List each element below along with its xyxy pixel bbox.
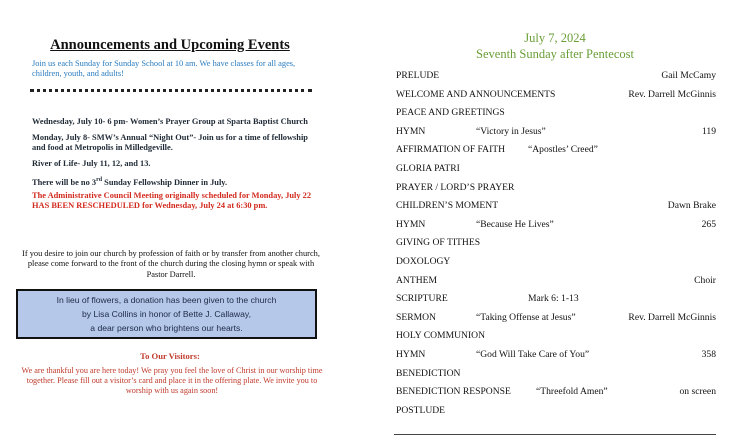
worship-item bbox=[396, 126, 716, 145]
worship-item bbox=[396, 219, 716, 238]
join-church-text: If you desire to join our church by profession of faith or by transfer from another church, please come forward to the front of the church during the closing hymn or speak with Pastor Darrell. bbox=[22, 249, 320, 279]
worship-item bbox=[396, 386, 716, 405]
visitors-message: We are thankful you are here today! We pray you feel the love of Christ in our worship time together. Please fill out a visitor’s card and place it in the offering plate. We invite you to worship with us again soon! bbox=[21, 366, 323, 395]
worship-item-title: GLORIA PATRI bbox=[396, 163, 460, 174]
worship-item bbox=[396, 405, 716, 424]
worship-item-title: ANTHEM bbox=[396, 274, 438, 286]
worship-item-title: BENEDICTION bbox=[396, 367, 461, 379]
worship-item-leader: Dawn Brake bbox=[667, 200, 716, 212]
dotted-divider bbox=[30, 89, 312, 92]
worship-item bbox=[396, 182, 716, 201]
worship-item-title: PEACE AND GREETINGS bbox=[396, 107, 505, 119]
flowers-notice-box bbox=[16, 289, 317, 339]
event-river-of-life: River of Life- July 11, 12, and 13. bbox=[32, 159, 151, 168]
flowers-line: by Lisa Collins in honor of Bette J. Callaway, bbox=[82, 309, 251, 319]
worship-item bbox=[396, 70, 716, 89]
worship-item-leader: Rev. Darrell McGinnis bbox=[628, 311, 716, 323]
event-council-rescheduled: The Administrative Council Meeting originally scheduled for Monday, July 22 HAS BEEN RESCHEDULED for Wednesday, July 24 at 6:30 pm. bbox=[32, 191, 312, 211]
worship-item bbox=[396, 293, 716, 312]
worship-item-detail: “Taking Offense at Jesus” bbox=[476, 311, 576, 323]
worship-item-leader: Gail McCamy bbox=[661, 70, 716, 81]
worship-item bbox=[396, 89, 716, 108]
worship-item bbox=[396, 330, 716, 349]
worship-item bbox=[396, 237, 716, 256]
worship-item-title: PRELUDE bbox=[396, 70, 440, 81]
worship-item-title: HYMN bbox=[396, 125, 426, 137]
announcements-title: Announcements and Upcoming Events bbox=[50, 37, 290, 53]
worship-item-title: HOLY COMMUNION bbox=[396, 330, 486, 342]
flowers-line: a dear person who brightens our hearts. bbox=[90, 323, 243, 333]
event-no-fellowship-dinner: There will be no 3rd Sunday Fellowship Dinner in July. bbox=[32, 177, 228, 187]
worship-item-leader: 358 bbox=[701, 349, 716, 360]
worship-item-detail: “Threefold Amen” bbox=[536, 386, 608, 398]
worship-item-detail: “Because He Lives” bbox=[476, 218, 554, 230]
sunday-school-notice: Join us each Sunday for Sunday School at 10 am. We have classes for all ages, children, youth, and adults! bbox=[32, 59, 296, 79]
worship-item-detail: “God Will Take Care of You” bbox=[476, 349, 590, 360]
worship-item-leader: Rev. Darrell McGinnis bbox=[628, 88, 716, 100]
worship-item bbox=[396, 275, 716, 294]
worship-item bbox=[396, 107, 716, 126]
worship-item-title: PRAYER / LORD’S PRAYER bbox=[396, 181, 515, 193]
liturgical-day: Seventh Sunday after Pentecost bbox=[476, 47, 634, 61]
worship-item-title: BENEDICTION RESPONSE bbox=[396, 386, 511, 398]
worship-item-title: DOXOLOGY bbox=[396, 256, 451, 267]
worship-item-leader: on screen bbox=[679, 386, 716, 398]
event-womens-prayer: Wednesday, July 10- 6 pm- Women’s Prayer Group at Sparta Baptist Church bbox=[32, 117, 308, 126]
worship-item-detail: Mark 6: 1-13 bbox=[528, 293, 579, 305]
worship-item-title: POSTLUDE bbox=[396, 404, 446, 416]
worship-item bbox=[396, 349, 716, 368]
worship-item-title: GIVING OF TITHES bbox=[396, 237, 481, 249]
worship-item-title: HYMN bbox=[396, 218, 426, 230]
worship-item-detail: “Apostles’ Creed” bbox=[528, 144, 598, 156]
worship-item bbox=[396, 312, 716, 331]
worship-item-leader: 265 bbox=[701, 218, 716, 230]
worship-item-title: AFFIRMATION OF FAITH bbox=[396, 144, 506, 156]
worship-item bbox=[396, 368, 716, 387]
bottom-rule bbox=[394, 434, 716, 435]
worship-item bbox=[396, 200, 716, 219]
worship-item-title: SCRIPTURE bbox=[396, 293, 448, 305]
worship-item-title: HYMN bbox=[396, 349, 426, 360]
flowers-line: In lieu of flowers, a donation has been given to the church bbox=[56, 295, 277, 305]
worship-item-title: SERMON bbox=[396, 311, 436, 323]
worship-item bbox=[396, 163, 716, 182]
worship-item-detail: “Victory in Jesus” bbox=[476, 125, 546, 137]
worship-item bbox=[396, 256, 716, 275]
service-date: July 7, 2024 bbox=[524, 31, 586, 45]
visitors-heading: To Our Visitors: bbox=[140, 351, 200, 361]
worship-item-title: WELCOME AND ANNOUNCEMENTS bbox=[396, 88, 556, 100]
event-night-out: Monday, July 8- SMW’s Annual “Night Out”- Join us for a time of fellowship and food at Metropolis in Milledgeville. bbox=[32, 133, 308, 153]
worship-item-title: CHILDREN’S MOMENT bbox=[396, 200, 499, 212]
worship-item-leader: 119 bbox=[701, 125, 716, 137]
worship-item-leader: Choir bbox=[694, 274, 716, 286]
worship-item bbox=[396, 144, 716, 163]
